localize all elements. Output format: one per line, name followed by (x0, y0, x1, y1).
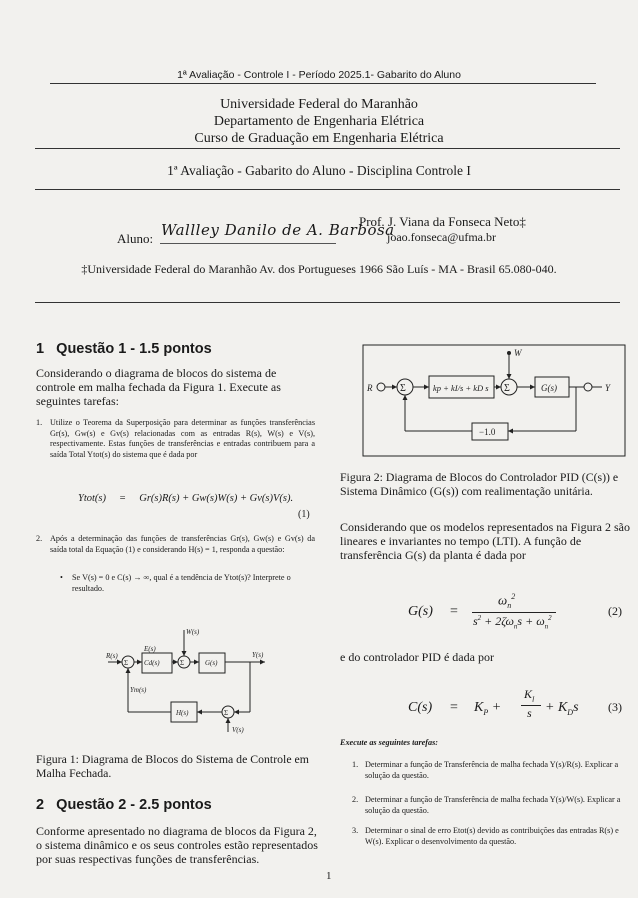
eq1-number: (1) (298, 509, 310, 520)
department-name: Departamento de Engenharia Elétrica (213, 114, 425, 129)
exam-subtitle: 1ª Avaliação - Gabarito do Aluno - Disciplina Controle I (167, 163, 471, 178)
fig1-sigma-2: Σ (180, 659, 185, 667)
eq1-rhs: Gr(s)R(s) + Gw(s)W(s) + Gv(s)V(s). (139, 493, 294, 504)
fig2-pid-label: kp + kI/s + kD s (433, 383, 489, 393)
q2-heading: 2 Questão 2 - 2.5 pontos (36, 797, 212, 813)
fig1-label-H: H(s) (176, 709, 189, 717)
task3-text: Determinar o sinal de erro Etot(s) devido as contribuições das entradas R(s) e W(s). Explicar o desenvolvimento da questão. (365, 826, 619, 846)
task1-text: Determinar a função de Transferência de malha fechada Y(s)/R(s). Explicar a solução da questão. (365, 760, 619, 780)
task1-number: 1. (352, 760, 359, 769)
equation-1 (78, 493, 293, 504)
task3-number: 3. (352, 826, 359, 835)
section-rule (35, 302, 620, 303)
eq1-equals: = (119, 493, 126, 504)
eq2-number: (2) (608, 604, 622, 618)
fig1-label-Ym: Ym(s) (130, 686, 147, 694)
bullet-dot: • (60, 573, 63, 582)
institution-block (0, 96, 638, 147)
professor-name: Prof. J. Viana da Fonseca Neto‡ (359, 214, 526, 229)
fig2-label-gain: −1.0 (479, 427, 496, 437)
fig1-label-R: R(s) (106, 652, 118, 660)
q1-item1-text: Utilize o Teorema da Superposição para determinar as funções transferências Gr(s), Gw(s) e Gv(s) relacionadas com as entradas R(s), W(s) e V(s), respectivamente. Estas funções de transferências e entradas contribuem para a saída Total Ytot(s) do sistema que é dada por (50, 418, 315, 459)
exam-header-line: 1ª Avaliação - Controle I - Período 2025.1- Gabarito do Aluno (177, 69, 461, 81)
figure-1-diagram (100, 620, 305, 740)
pid-intro: e do controlador PID é dada por (340, 650, 494, 664)
q1-item2-number: 2. (36, 534, 43, 543)
figure-2-diagram (362, 344, 626, 457)
equation-3: C(s) = $K_P$ + $K_I$ s + $K_Ds$ (3) (408, 687, 622, 720)
fig1-sigma-3: Σ (224, 709, 229, 717)
lti-text: Considerando que os modelos representados na Figura 2 são lineares e invariantes no tempo (LTI). A função de transferência G(s) da planta é dada por (340, 520, 630, 562)
affiliation: ‡Universidade Federal do Maranhão Av. dos Portugueses 1966 São Luís - MA - Brasil 65.080-040. (81, 262, 557, 276)
student-signature: Wallley Danilo de A. Barbosa (161, 221, 395, 239)
header-rule (50, 83, 596, 84)
fig1-label-E: E(s) (144, 645, 156, 653)
fig2-label-W: W (514, 348, 522, 358)
fig2-label-R: R (367, 383, 373, 393)
q1-heading: 1 Questão 1 - 1.5 pontos (36, 341, 212, 357)
fig1-label-Y: Y(s) (252, 651, 264, 659)
subtitle-rule (35, 189, 620, 190)
fig2-label-Y: Y (605, 383, 611, 393)
q1-item1-number: 1. (36, 418, 43, 427)
eq3-number: (3) (608, 700, 622, 714)
fig2-label-G: G(s) (541, 383, 557, 393)
tasks-title: Execute as seguintes tarefas: (340, 738, 439, 747)
q1-item2-text: Após a determinação das funções de transferências Gr(s), Gw(s) e Gv(s) da saída total da Equação (1) e considerando H(s) = 1, responda a questão: (50, 534, 315, 554)
q2-intro: Conforme apresentado no diagrama de blocos da Figura 2, o sistema dinâmico e os seus controles estão representados por suas respectivas funções de transferências. (36, 824, 318, 866)
fig1-label-V: V(s) (232, 726, 244, 734)
task2-number: 2. (352, 795, 359, 804)
figure-1-caption: Figura 1: Diagrama de Blocos do Sistema de Controle em Malha Fechada. (36, 752, 309, 780)
fig1-label-W: W(s) (186, 628, 200, 636)
q1-intro: Considerando o diagrama de blocos do sistema de controle em malha fechada da Figura 1. Execute as seguintes tarefas: (36, 366, 281, 408)
university-name: Universidade Federal do Maranhão (220, 97, 418, 112)
figure-2-caption: Figura 2: Diagrama de Blocos do Controlador PID (C(s)) e Sistema Dinâmico (G(s)) com realimentação unitária. (340, 470, 619, 498)
page-number: 1 (326, 870, 332, 882)
fig1-label-Cd: Cd(s) (144, 659, 160, 667)
student-label: Aluno: (117, 231, 154, 246)
professor-email: joao.fonseca@ufma.br (387, 230, 497, 244)
q1-bullet-text: Se V(s) = 0 e C(s) → ∞, qual é a tendência de Ytot(s)? Interprete o resultado. (72, 573, 291, 593)
equation-2: G(s) = $\omega_n^2$ $s^2 + 2\zeta\omega_ns + \omega_n^2$ (2) (408, 592, 622, 631)
fig2-sigma-1: Σ (400, 383, 406, 394)
fig1-label-G: G(s) (205, 659, 218, 667)
fig1-sigma-1: Σ (124, 659, 129, 667)
course-name: Curso de Graduação em Engenharia Elétrica (194, 131, 444, 146)
eq1-lhs: Ytot(s) (78, 493, 107, 504)
fig2-sigma-2: Σ (504, 383, 510, 394)
fig2-frame (363, 345, 625, 456)
task2-text: Determinar a função de Transferência de malha fechada Y(s)/W(s). Explicar a solução da questão. (365, 795, 621, 815)
signature-line (160, 243, 336, 244)
header-rule-2 (35, 148, 620, 149)
